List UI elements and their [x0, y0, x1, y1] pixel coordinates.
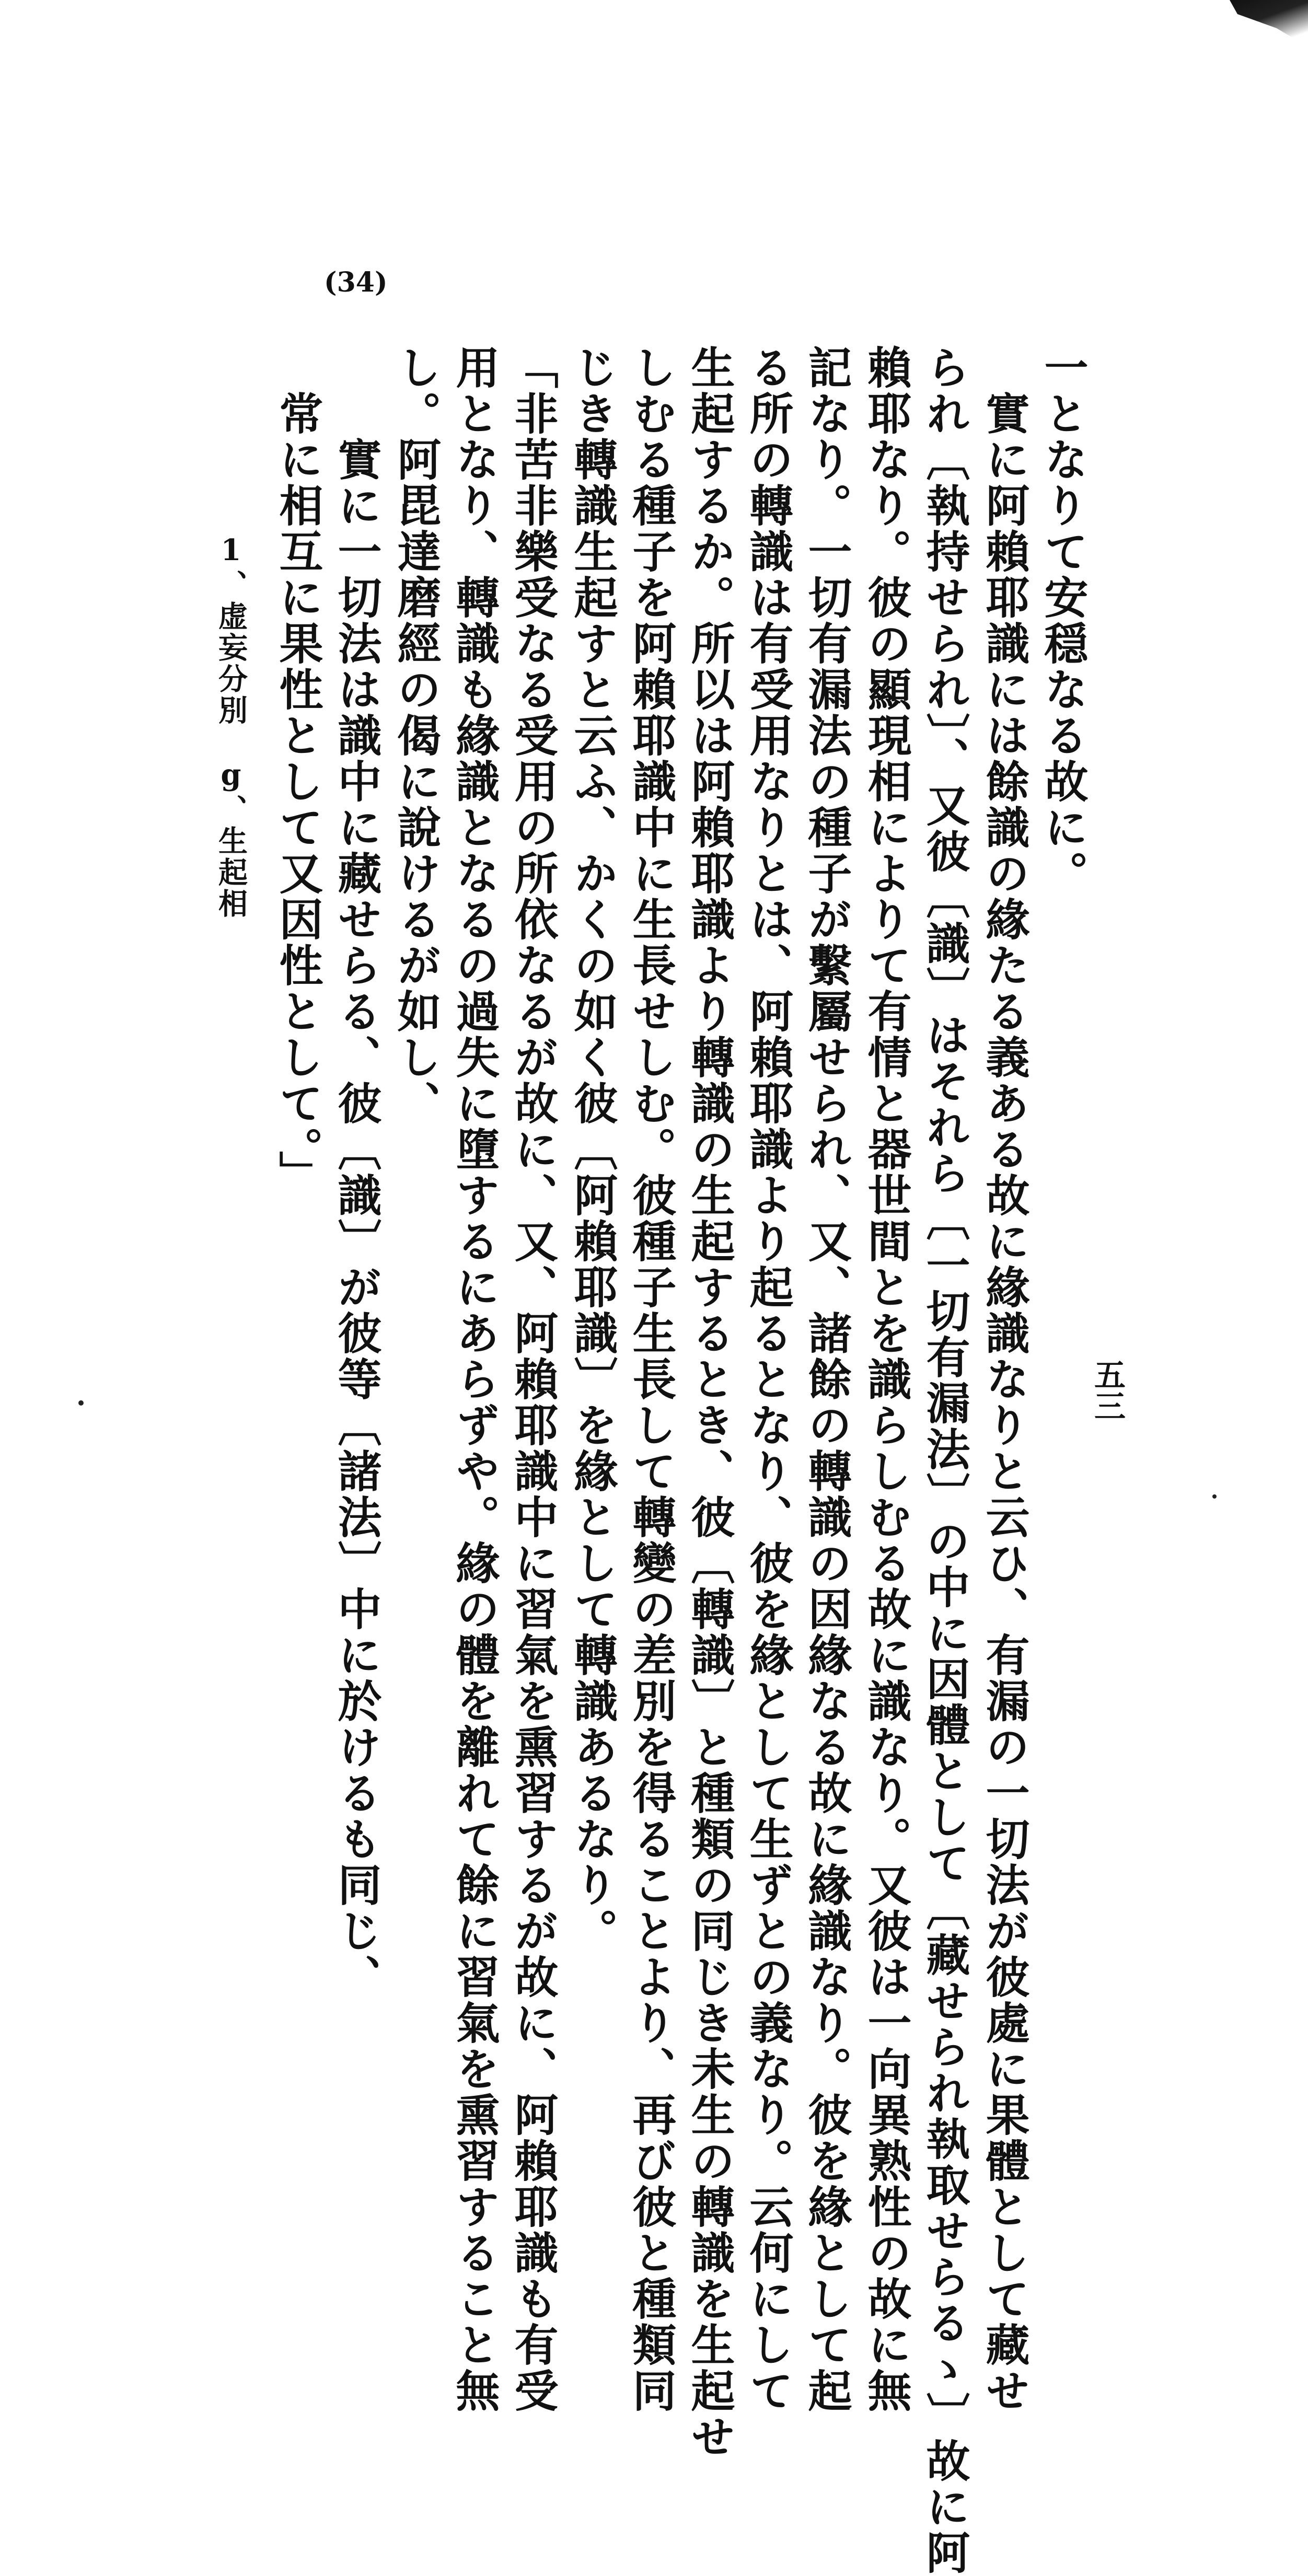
text-column-5: 記なり。一切有漏法の種子が繫屬せられ、又、諸餘の轉識の因緣なる故に緣識なり。彼を緣として起 [801, 345, 853, 2414]
text-column-9: じき轉識生起すと云ふ、かくの如く彼〔阿賴耶識〕を緣として轉識あるなり。 [567, 345, 619, 1954]
text-column-2: 實に阿賴耶識には餘識の緣たる義ある故に緣識なりと云ひ、有漏の一切法が彼處に果體として藏せ [979, 345, 1031, 2414]
running-footer: 1、虚妄分別 g、生起相 [214, 533, 248, 920]
text-column-1: 一となりて安穏なる故に。 [1037, 345, 1089, 897]
text-column-4: 賴耶なり。彼の顯現相によりて有情と器世間とを識らしむる故に識なり。又彼は一向異熟性の故に無 [861, 345, 912, 2414]
text-column-3: られ〔執持せられ〕、又彼〔識〕はそれら〔一切有漏法〕の中に因體として〔藏せられ執取せらるゝ〕故に阿 [919, 345, 971, 2576]
page-number: (34) [324, 266, 388, 298]
scan-speck [1212, 1494, 1217, 1499]
page-number-kanji: 五三 [1089, 1359, 1126, 1421]
text-column-7: 生起するか。所以は阿賴耶識より轉識の生起するとき、彼〔轉識〕と種類の同じき未生の轉識を生起せ [684, 345, 736, 2460]
text-column-11: 用となり、轉識も緣識となるの過失に墮するにあらずや。緣の體を離れて餘に習氣を熏習すること無 [449, 345, 501, 2414]
text-column-14: 常に相互に果性として又因性として。」 [272, 345, 324, 1197]
scan-artifact [1230, 0, 1308, 47]
text-column-6: る所の轉識は有受用なりとは、阿賴耶識より起るとなり、彼を緣として生ずとの義なり。云何にして [743, 345, 794, 2414]
text-column-8: しむる種子を阿賴耶識中に生長せしむ。彼種子生長して轉變の差別を得ることより、再び彼と種類同 [626, 345, 677, 2414]
scan-speck [78, 1400, 84, 1406]
text-column-13: 實に一切法は識中に藏せらる、彼〔識〕が彼等〔諸法〕中に於けるも同じ、 [331, 345, 383, 2000]
text-column-12: し。阿毘達磨經の偈に說けるが如し、 [390, 345, 442, 1127]
text-column-10: 「非苦非樂受なる受用の所依なるが故に、又、阿賴耶識中に習氣を熏習するが故に、阿賴耶識も有受 [507, 345, 559, 2414]
